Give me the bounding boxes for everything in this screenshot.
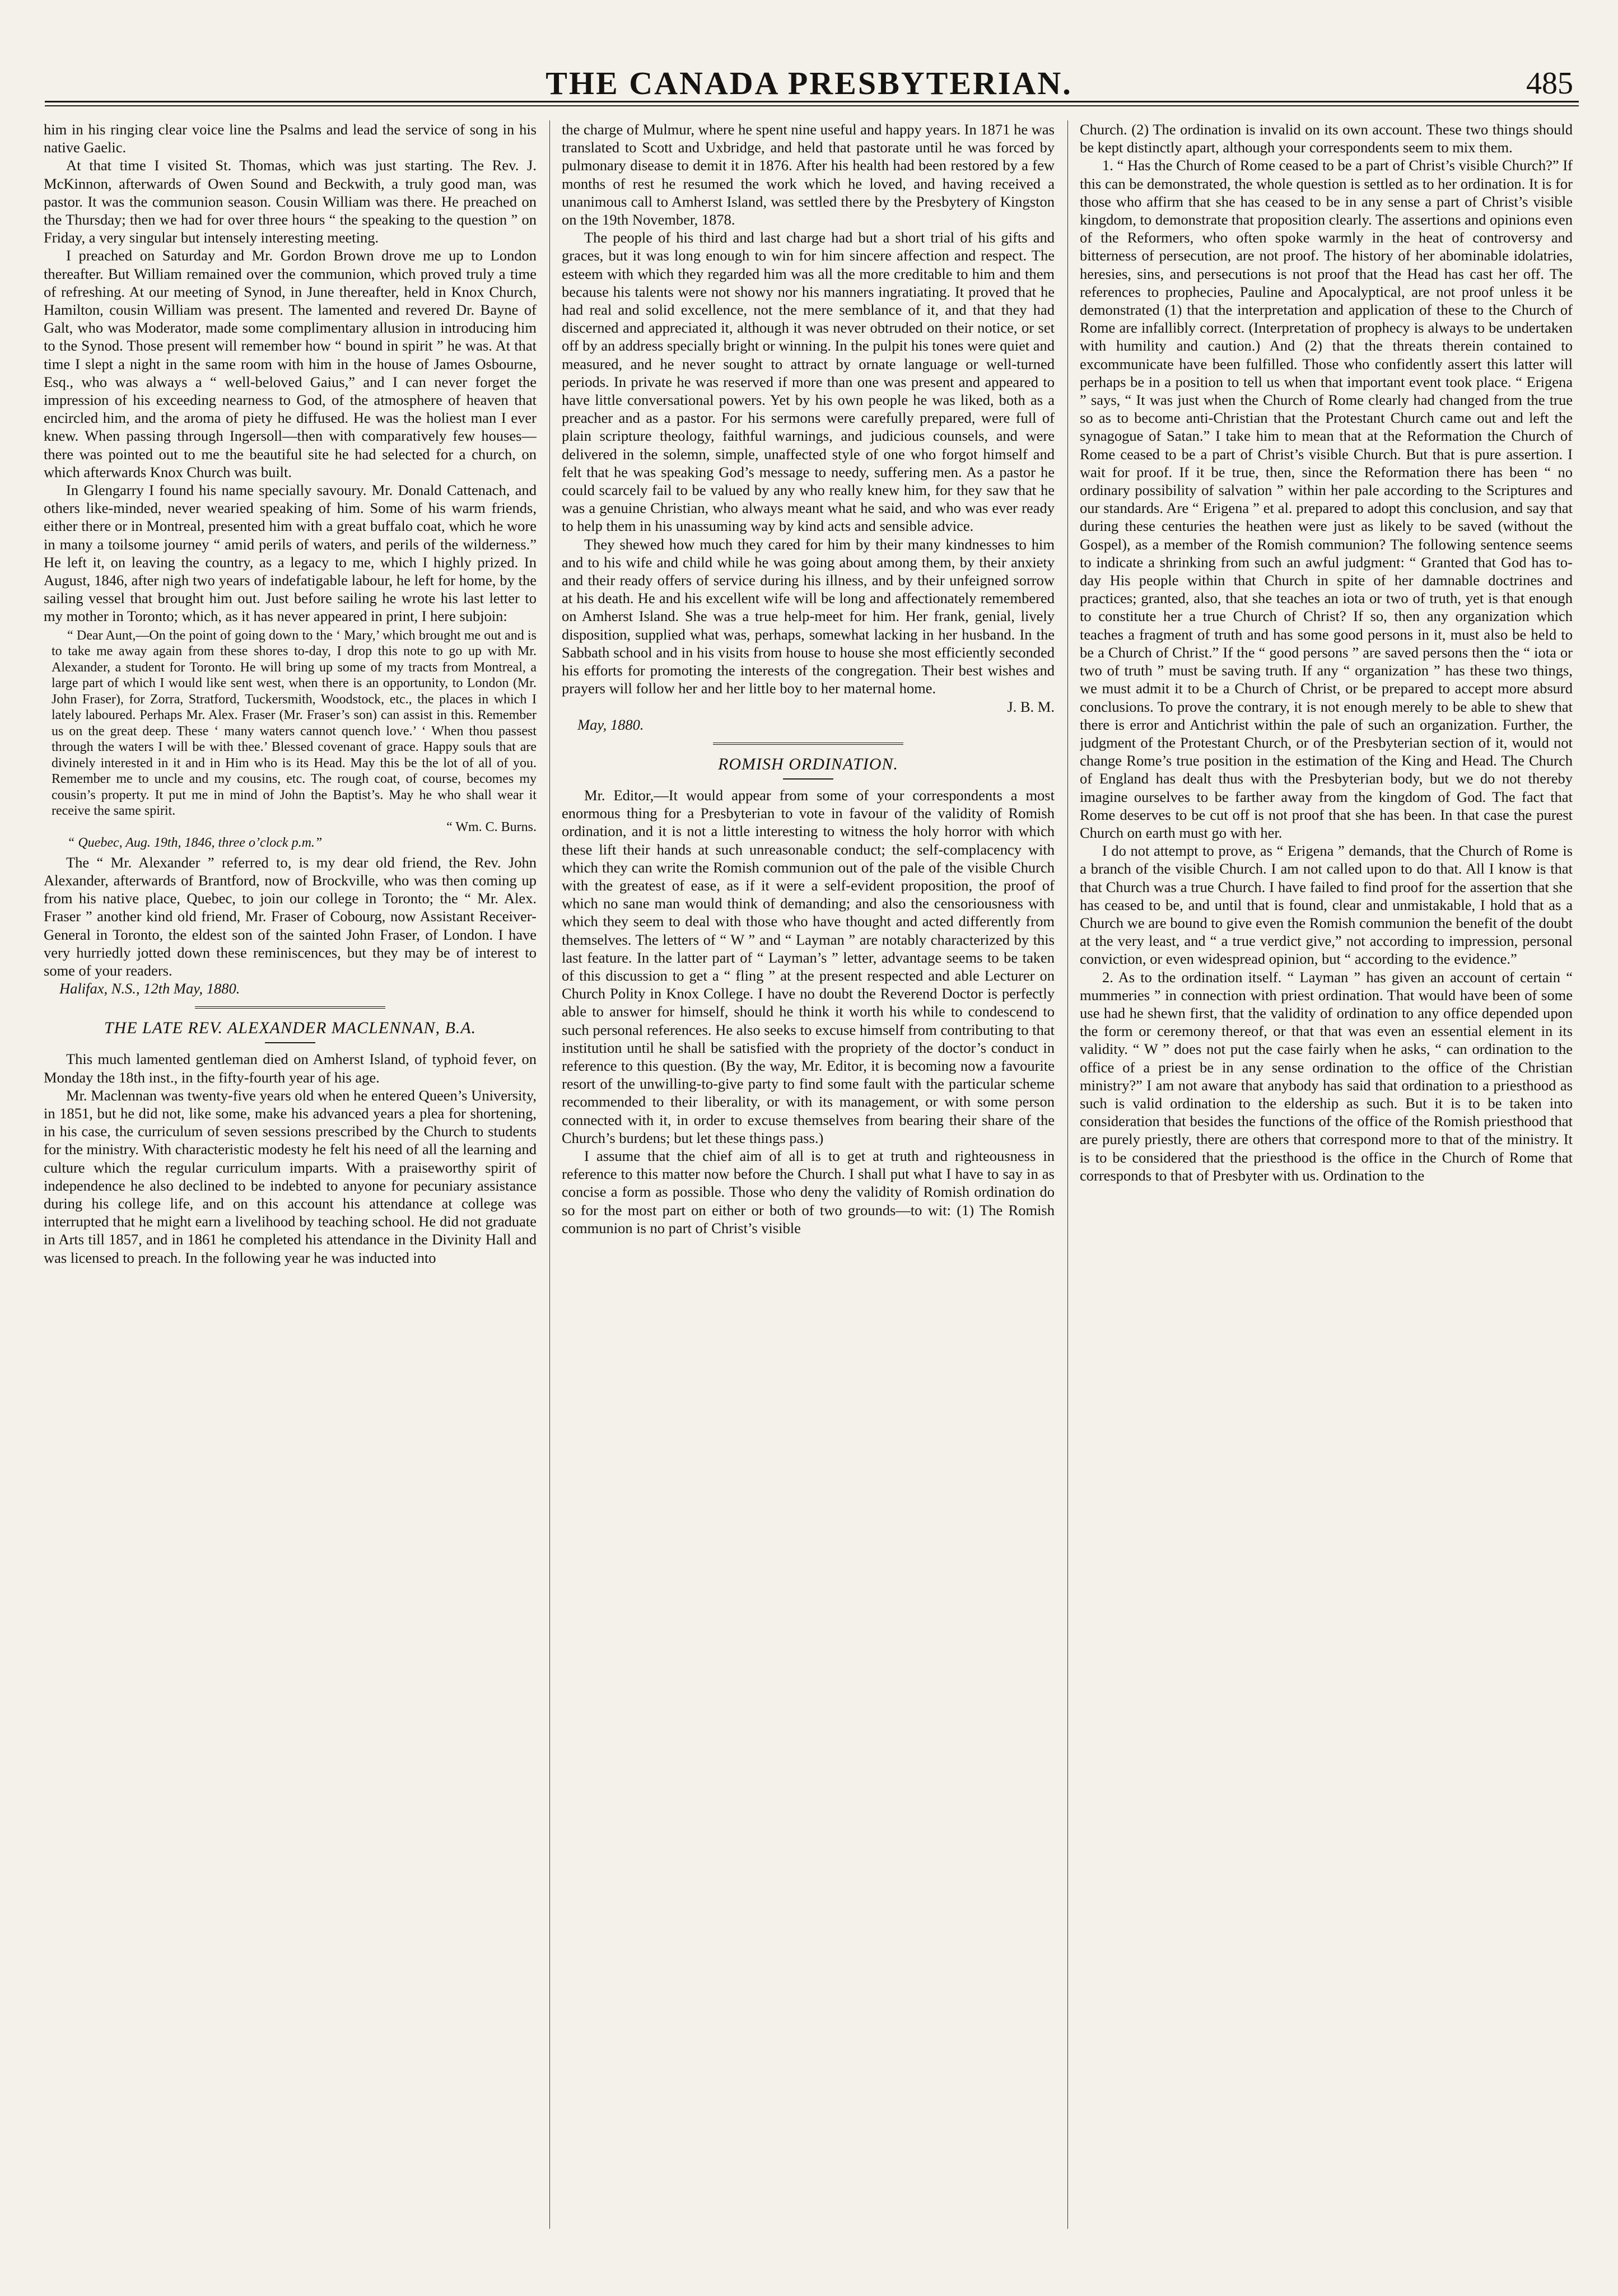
paragraph: Mr. Maclennan was twenty-five years old when he entered Queen’s University, in 1851, but he did not, like some, make his advanced years a plea for shortening, in his case, the curriculum of seven sessions prescribed by the Church to students for the ministry. With characteristic modesty he felt his need of all the learning and culture which the regular curriculum imparts. With a praiseworthy spirit of independence he also declined to be indebted to anyone for pecuniary assistance during his college life, and on this account his attendance at college was interrupted that he might earn a livelihood by teaching school. He did not graduate in Arts till 1857, and in 1861 he completed his attendance in the Divinity Hall and was licensed to preach. In the following year he was inducted into bbox=[44, 1086, 537, 1266]
paragraph: The “ Mr. Alexander ” referred to, is my dear old friend, the Rev. John Alexander, afterwards of Brantford, now of Brockville, who was then coming up from his native place, Quebec, to join our college in Toronto; the “ Mr. Alex. Fraser ” another kind old friend, Mr. Fraser of Cobourg, now Assistant Receiver-General in Toronto, the eldest son of the sainted John Fraser, of London. I have very hurriedly jotted down these reminiscences, but they may be of interest to some of your readers. bbox=[44, 853, 537, 979]
paragraph: him in his ringing clear voice line the Psalms and lead the service of song in his native Gaelic. bbox=[44, 121, 537, 156]
paragraph: Mr. Editor,—It would appear from some of your correspondents a most enormous thing for a Presbyterian to vote in favour of the validity of Romish ordination, and it is not a little interesting to witness the holy horror with which these lift their hands at such unreasonable conduct; the self-complacency with which they can write the Romish communion out of the pale of the visible Church with the greatest of ease, as if it were a self-evident proposition, the proof of which no sane man would think of demanding; and also the censoriousness with which they seem to deal with those who have thought and acted differently from themselves. The letters of “ W ” and “ Layman ” are notably characterized by this last feature. In the latter part of “ Layman’s ” letter, advantage seems to be taken of this discussion to get a “ fling ” at the present respected and able Lecturer on Church Polity in Knox College. I have no doubt the Reverend Doctor is perfectly able to answer for himself, should he think it worth his while to condescend to such personal references. He also seeks to excuse himself from contributing to that institution until he shall be satisfied with the propriety of the doctor’s conduct in reference to this question. (By the way, Mr. Editor, it is becoming now a favourite resort of the unwilling-to-give party to find some fault with the particular scheme recommended to their liberality, or with its management, or with some person connected with it, in order to excuse themselves from bearing their share of the Church’s burdens; but let these things pass.) bbox=[562, 786, 1055, 1146]
column-3 bbox=[1080, 120, 1573, 2246]
paragraph: At that time I visited St. Thomas, which was just starting. The Rev. J. McKinnon, afterwards of Owen Sound and Beckwith, a truly good man, was pastor. It was the communion season. Cousin William was there. He preached on the Thursday; then we had for over three hours “ the speaking to the question ” on Friday, a very singular but intensely interesting meeting. bbox=[44, 157, 537, 246]
paragraph: The people of his third and last charge had but a short trial of his gifts and graces, but it was long enough to win for him sincere affection and respect. The esteem with which they regarded him was all the more creditable to him and them because his talents were not showy nor his manners ingratiating. It proved that he had real and solid excellence, not the mere semblance of it, and that they had discerned and appreciated it, although it was never obtruded on their notice, or set off by an address specially bright or winning. In the pulpit his tones were quiet and measured, and he never sought to attract by ornate language or well-turned periods. In private he was reserved if more than one was present and appeared to have little conversational powers. Yet by his own people he was liked, both as a preacher and as a pastor. For his sermons were carefully prepared, were full of plain scripture theology, faithful warnings, and judicious counsels, and were delivered in the solemn, simple, unaffected style of one who forgot himself and felt that he was speaking God’s message to needy, suffering men. As a pastor he could scarcely fail to be valued by any who really knew him, for they saw that he was a genuine Christian, who always meant what he said, and who was ever ready to help them in his unassuming way by kind acts and sensible advice. bbox=[562, 229, 1055, 535]
paragraph: I assume that the chief aim of all is to get at truth and righteousness in reference to this matter now before the Church. I shall put what I have to say in as concise a form as possible. Those who deny the validity of Romish ordination do so for the most part on either or both of two grounds—to wit: (1) The Romish communion is no part of Christ’s visible bbox=[562, 1147, 1055, 1236]
column-2 bbox=[562, 120, 1055, 2246]
section-rule bbox=[195, 1006, 385, 1009]
paragraph: 1. “ Has the Church of Rome ceased to be a part of Christ’s visible Church?” If this can be demonstrated, the whole question is settled as to her ordination. It is for those who affirm that she has ceased to be in any sense a part of Christ’s visible kingdom, to demonstrate that proposition clearly. The assertions and opinions even of the Reformers, who often spoke warmly in the heat of controversy and bitterness of persecution, are not proof. The history of her abominable idolatries, heresies, sins, and persecutions is not proof that the Head has cast her off. The references to prophecies, Pauline and Apocalyptical, are not proof unless it be demonstrated (1) that the interpretation and application of these to the Church of Rome are infallibly correct. (Interpretation of prophecy is always to be undertaken with humility and caution.) And (2) that the threats therein contained to excommunicate have been fulfilled. Those who confidently assert this latter will perhaps be in a position to tell us when that important event took place. “ Erigena ” says, “ It was just when the Church of Rome clearly had changed from the true so as to become anti-Christian that the Protestant Church came out and left the synagogue of Satan.” I take him to mean that at the Reformation the Church of Rome ceased to be a part of Christ’s visible Church. But that is pure assertion. I wait for proof. If it be true, then, since the Reformation there has been “ no ordinary possibility of salvation ” within her pale according to the Scriptures and our standards. Are “ Erigena ” et al. prepared to adopt this conclusion, and say that during these centuries the heathen were just as likely to be saved (without the Gospel), as a member of the Romish communion? The following sentence seems to indicate a shrinking from such an awful judgment: “ Granted that God has to-day His people within that Church in spite of her damnable doctrines and practices; granted, also, that she teaches an iota or two of truth, yet is that enough to constitute her a true Church of Christ? If so, then any organization which teaches a fragment of truth and has some good persons in it, must also be held to be a Church of Christ.” If the “ good persons ” are saved persons then the “ iota or two of truth ” must be saving truth. If any “ organization ” has these two things, we must admit it to be a Church of Christ, or be prepared to accept more absurd conclusions. To prove the contrary, it is not enough merely to be able to shew that there is error and Antichrist within the pale of such an organization. Further, the judgment of the Protestant Church, or of the Presbyterian section of it, would not change Rome’s true position in the estimation of the King and Head. The Church of England has dealt thus with the Presbyterian body, but we do not thereby imagine ourselves to be farther away from the kingdom of God. The fact that Rome deserves to be cut off is not proof that she has been. In that case the purest Church on earth must go with her. bbox=[1080, 157, 1573, 841]
letter-signature: “ Wm. C. Burns. bbox=[446, 819, 537, 834]
header-rule bbox=[45, 101, 1579, 106]
paragraph: I do not attempt to prove, as “ Erigena ” demands, that the Church of Rome is a branch of the visible Church. I am not called upon to do that. All I know is that that Church was a true Church. I have failed to find proof for the assertion that she has ceased to be, and until that is found, clear and unmistakable, I hold that as a Church we are bound to give even the Romish communion the benefit of the doubt at the very least, and “ a true verdict give,” not according to impression, personal conviction, or even widespread opinion, but “ according to the evidence.” bbox=[1080, 842, 1573, 968]
paragraph: 2. As to the ordination itself. “ Layman ” has given an account of certain “ mummeries ” in connection with priest ordination. That would have been of some use had he shewn first, that the validity of ordination to any office depended upon the form or ceremony thereof, or that that was even an essential element in its validity. “ W ” does not put the case fairly when he asks, “ can ordination to the office of a priest be in any sense ordination to the office of the Christian ministry?” I am not aware that anybody has said that ordination to a priesthood as such is valid ordination to the eldership as such. But it is to be taken into consideration that besides the functions of the office of the Romish priesthood that are purely priestly, there are others that correspond more to that of the ministry. It is to be considered that the priesthood is the office in the Church of Rome that corresponds to that of Presbyter with us. Ordination to the bbox=[1080, 968, 1573, 1184]
column-divider bbox=[549, 120, 550, 2229]
heading-rule bbox=[783, 778, 833, 780]
journal-title: THE CANADA PRESBYTERIAN. bbox=[545, 65, 1073, 101]
article-heading: ROMISH ORDINATION. bbox=[718, 754, 898, 773]
paragraph: This much lamented gentleman died on Amherst Island, of typhoid fever, on Monday the 18th inst., in the fifty-fourth year of his age. bbox=[44, 1051, 537, 1086]
column-divider bbox=[1067, 120, 1068, 2229]
page-header bbox=[39, 53, 1579, 106]
letter-date: “ Quebec, Aug. 19th, 1846, three o’clock p.m.” bbox=[67, 836, 323, 851]
paragraph: I preached on Saturday and Mr. Gordon Brown drove me up to London thereafter. But William remained over the communion, which proved truly a time of refreshing. At our meeting of Synod, in June thereafter, held in Knox Church, Hamilton, cousin William was present. The lamented and revered Dr. Bayne of Galt, who was Moderator, made some complimentary allusion in introducing him to the Synod. Those present will remember how “ bound in spirit ” he was. At that time I slept a night in the same room with him in the house of James Osbourne, Esq., who was always a “ well-beloved Gaius,” and I can never forget the impression of his exceeding nearness to God, of the atmosphere of heaven that encircled him, and the aroma of piety he diffused. He was the holiest man I ever knew. When passing through Ingersoll—then with comparatively few houses—there was pointed out to me the beautiful site he had selected for a church, on which afterwards Knox Church was built. bbox=[44, 247, 537, 480]
article-heading: THE LATE REV. ALEXANDER MACLENNAN, B.A. bbox=[104, 1019, 477, 1038]
paragraph: Church. (2) The ordination is invalid on its own account. These two things should be kept distinctly apart, although your correspondents seem to mix them. bbox=[1080, 121, 1573, 156]
section-rule bbox=[713, 743, 903, 745]
paragraph: the charge of Mulmur, where he spent nine useful and happy years. In 1871 he was translated to Scott and Uxbridge, and held that pastorate until he was forced by pulmonary disease to demit it in 1876. After his health had been restored by a few months of rest he resumed the work which he loved, and having received a unanimous call to Amherst Island, was settled there by the Presbytery of Kingston on the 19th November, 1878. bbox=[562, 121, 1055, 228]
dateline: Halifax, N.S., 12th May, 1880. bbox=[59, 980, 240, 997]
author-initials: J. B. M. bbox=[1007, 698, 1055, 715]
quoted-letter bbox=[52, 628, 537, 851]
column-1 bbox=[44, 120, 537, 2246]
paragraph: In Glengarry I found his name specially savoury. Mr. Donald Cattenach, and others like-minded, never wearied speaking of him. Some of his warm friends, either there or in Montreal, presented him with a great buffalo coat, which he wore in many a toilsome journey “ amid perils of waters, and perils of the wilderness.” He left it, on leaving the country, as a legacy to me, which I highly prized. In August, 1846, after nigh two years of indefatigable labour, he left for home, by the sailing vessel that brought him out. Just before sailing he wrote his last letter to my mother in Toronto; which, as it has never appeared in print, I here subjoin: bbox=[44, 482, 537, 625]
article-date: May, 1880. bbox=[577, 716, 644, 733]
heading-rule bbox=[265, 1042, 315, 1043]
page-number: 485 bbox=[1526, 66, 1573, 101]
paragraph: They shewed how much they cared for him by their many kindnesses to him and to his wife and child while he was going about among them, by their anxiety and their ready offers of service during his illness, and by their unfeigned sorrow at his death. He and his excellent wife will be long and affectionately remembered on Amherst Island. She was a true help-meet for him. Her frank, genial, lively disposition, supplied what was, perhaps, somewhat lacking in her husband. In the Sabbath school and in his visits from house to house she most efficiently seconded his efforts for promoting the interests of the congregation. Their best wishes and prayers will follow her and her little boy to her maternal home. bbox=[562, 535, 1055, 697]
letter-body: “ Dear Aunt,—On the point of going down to the ‘ Mary,’ which brought me out and is to take me away again from these shores to-day, I drop this note to go up with Mr. Alexander, a student for Toronto. He will bring up some of my tracts from Montreal, a large part of which I would like sent west, when there is an opportunity, to London (Mr. John Fraser), for Zorra, Stratford, Tuckersmith, Woodstock, etc., the places in which I lately laboured. Perhaps Mr. Alex. Fraser (Mr. Fraser’s son) can assist in this. Remember us on the great deep. These ‘ many waters cannot quench love.’ ‘ When thou passest through the waters I will be with thee.’ Blessed covenant of grace. Happy souls that are divinely interested in it and in Him who is its Head. May this be the lot of all of you. Remember me to uncle and my cousins, etc. The rough coat, of course, becomes my cousin’s property. It put me in mind of John the Baptist’s. May he who shall wear it receive the same spirit. bbox=[52, 628, 537, 819]
